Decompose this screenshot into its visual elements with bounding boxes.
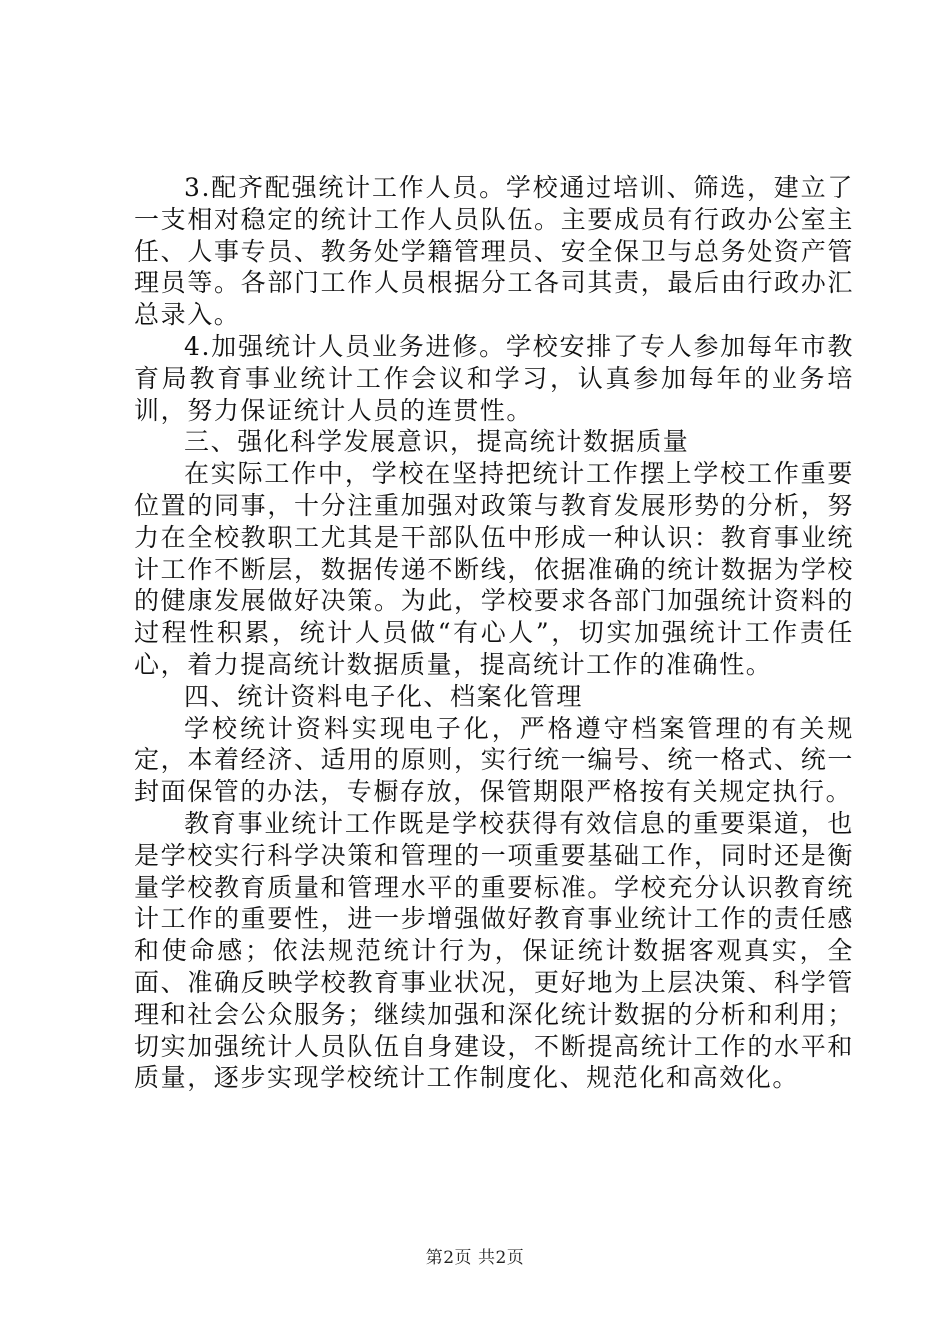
paragraph-section-3: 在实际工作中，学校在坚持把统计工作摆上学校工作重要位置的同事，十分注重加强对政策与教育发展形势的分析，努力在全校教职工尤其是干部队伍中形成一种认识：教育事业统计工作不断层，数据传递不断线，依据准确的统计数据为学校的健康发展做好决策。为此，学校要求各部门加强统计资料的过程性积累，统计人员做“有心人”，切实加强统计工作责任心，着力提高统计数据质量，提高统计工作的准确性。 bbox=[134, 459, 854, 679]
section-heading-4: 四、统计资料电子化、档案化管理 bbox=[184, 681, 584, 711]
page-footer: 第2页 共2页 bbox=[425, 1248, 525, 1268]
paragraph-conclusion: 教育事业统计工作既是学校获得有效信息的重要渠道，也是学校实行科学决策和管理的一项重要基础工作，同时还是衡量学校教育质量和管理水平的重要标准。学校充分认识教育统计工作的重要性，进一步增强做好教育事业统计工作的责任感和使命感；依法规范统计行为，保证统计数据客观真实，全面、准确反映学校教育事业状况，更好地为上层决策、科学管理和社会公众服务；继续加强和深化统计数据的分析和利用；切实加强统计人员队伍自身建设，不断提高统计工作的水平和质量，逐步实现学校统计工作制度化、规范化和高效化。 bbox=[134, 808, 854, 1093]
paragraph-item-4: 4.加强统计人员业务进修。学校安排了专人参加每年市教育局教育事业统计工作会议和学习，认真参加每年的业务培训，努力保证统计人员的连贯性。 bbox=[134, 331, 854, 425]
paragraph-item-3: 3.配齐配强统计工作人员。学校通过培训、筛选，建立了一支相对稳定的统计工作人员队伍。主要成员有行政办公室主任、人事专员、教务处学籍管理员、安全保卫与总务处资产管理员等。各部门工作人员根据分工各司其责，最后由行政办汇总录入。 bbox=[134, 173, 854, 330]
document-body bbox=[134, 172, 854, 1094]
paragraph-section-4: 学校统计资料实现电子化，严格遵守档案管理的有关规定，本着经济、适用的原则，实行统一编号、统一格式、统一封面保管的办法，专橱存放，保管期限严格按有关规定执行。 bbox=[134, 713, 854, 807]
section-heading-3: 三、强化科学发展意识，提高统计数据质量 bbox=[184, 427, 690, 457]
